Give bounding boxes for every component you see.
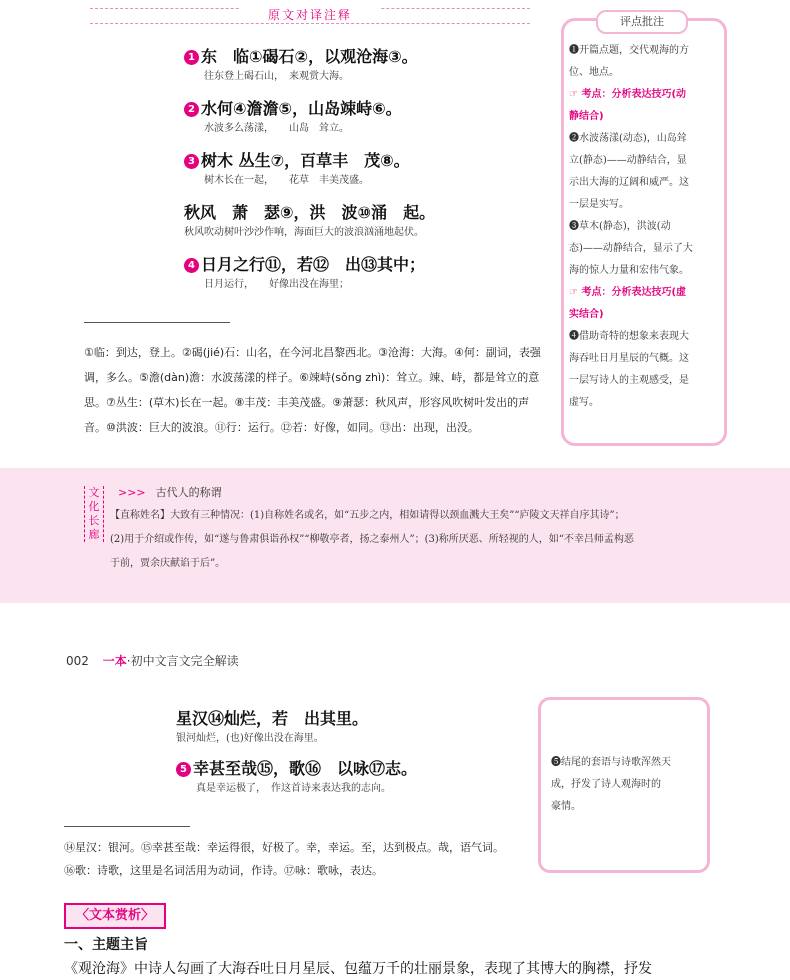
notes-divider-2 bbox=[64, 826, 190, 827]
translation-text: 日月运行， 好像出没在海里； bbox=[204, 279, 349, 290]
translation-text: 真是幸运极了， 作这首诗来表达我的志向。 bbox=[196, 783, 391, 794]
line-number-badge: 2 bbox=[184, 102, 199, 117]
original-text: 日月之行⑪，若⑫ 出⑬其中； bbox=[201, 255, 426, 274]
original-text: 水何④澹澹⑤，山岛竦峙⑥。 bbox=[201, 99, 402, 118]
commentary-line: 位、地点。 bbox=[569, 67, 619, 78]
note-line: ⑭星汉：银河。⑮幸甚至哉：幸运得很，好极了。幸，幸运。至，达到极点。哉，语气词。 bbox=[64, 841, 504, 854]
commentary-line: ❷水波荡漾(动态)，山岛耸 bbox=[569, 133, 687, 144]
commentary-line: 成，抒发了诗人观海时的 bbox=[551, 779, 661, 790]
section-header-title: 原文对译注释 bbox=[240, 6, 380, 23]
culture-heading: 古代人的称谓 bbox=[155, 486, 222, 499]
exam-point-line: ☞ 考点：分析表达技巧(虚 bbox=[569, 287, 687, 298]
commentary-line: 虚写。 bbox=[569, 397, 599, 408]
exam-point-line: ☞ 考点：分析表达技巧(动 bbox=[569, 89, 687, 100]
culture-line: 【直称姓名】大致有三种情况：(1)自称姓名或名，如“五步之内，相如请得以颈血溅大王矣”“庐陵文天祥自序其诗”； bbox=[110, 510, 625, 521]
body-paragraph: 《观沧海》中诗人勾画了大海吞吐日月星辰、包蕴万千的壮丽景象，表现了其博大的胸襟，抒发 bbox=[64, 961, 652, 977]
exam-point-line: 实结合) bbox=[569, 309, 604, 320]
notes-divider bbox=[84, 322, 230, 323]
book-title: ·初中文言文完全解读 bbox=[126, 654, 239, 668]
commentary-line: ❹借助奇特的想象来表现大 bbox=[569, 331, 689, 342]
line-number-badge: 3 bbox=[184, 154, 199, 169]
poem-line bbox=[184, 148, 435, 200]
note-line: ①临：到达，登上。②碣(jié)石：山名，在今河北昌黎西北。③沧海：大海。④何：副词，表强 bbox=[84, 346, 541, 359]
commentary-line: 示出大海的辽阔和威严。这 bbox=[569, 177, 689, 188]
original-text: 星汉⑭灿烂，若 出其里。 bbox=[176, 709, 369, 728]
commentary-line: 豪情。 bbox=[551, 801, 581, 812]
poem-block bbox=[184, 44, 435, 304]
note-line: 思。⑦丛生：(草木)长在一起。⑧丰茂：丰美茂盛。⑨萧瑟：秋风声，形容风吹树叶发出的声 bbox=[84, 396, 530, 409]
commentary-line: ❸草木(静态)，洪波(动 bbox=[569, 221, 671, 232]
original-text: 秋风 萧 瑟⑨，洪 波⑩涌 起。 bbox=[184, 203, 436, 222]
note-line: ⑯歌：诗歌，这里是名词活用为动词，作诗。⑰咏：歌咏，表达。 bbox=[64, 864, 383, 877]
culture-line: 于前，贾余庆献谄于后”。 bbox=[110, 558, 226, 569]
poem-block-2 bbox=[176, 706, 417, 806]
line-number-badge: 1 bbox=[184, 50, 199, 65]
page-footer bbox=[66, 652, 239, 669]
commentary-line: 一层写诗人的主观感受，是 bbox=[569, 375, 689, 386]
exam-point-line: 静结合) bbox=[569, 111, 604, 122]
translation-text: 秋风吹动树叶沙沙作响，海面巨大的波浪汹涌地起伏。 bbox=[184, 227, 424, 238]
section-heading: 一、主题主旨 bbox=[64, 937, 148, 953]
commentary-text bbox=[569, 40, 717, 414]
poem-line bbox=[176, 756, 417, 806]
arrow-icon: >>> bbox=[118, 486, 146, 499]
commentary-line: 一层是实写。 bbox=[569, 199, 629, 210]
poem-line bbox=[184, 252, 435, 304]
commentary-line: ❺结尾的套语与诗歌浑然天 bbox=[551, 757, 671, 768]
poem-line bbox=[184, 96, 435, 148]
translation-text: 树木长在一起， 花草 丰美茂盛。 bbox=[204, 175, 369, 186]
culture-title bbox=[118, 484, 222, 500]
translation-text: 水波多么荡漾， 山岛 耸立。 bbox=[204, 123, 349, 134]
commentary-line: 海吞吐日月星辰的气概。这 bbox=[569, 353, 689, 364]
translation-text: 银河灿烂，(也)好像出没在海里。 bbox=[176, 733, 324, 744]
poem-line bbox=[176, 706, 417, 756]
page-number: 002 bbox=[66, 654, 89, 668]
original-text: 东 临①碣石②，以观沧海③。 bbox=[201, 47, 418, 66]
commentary-text-2 bbox=[551, 752, 697, 818]
note-line: 音。⑩洪波：巨大的波浪。⑪行：运行。⑫若：好像，如同。⑬出：出现，出没。 bbox=[84, 421, 479, 434]
culture-line: (2)用于介绍或作传，如“遂与鲁肃俱诣孙权”“柳敬亭者，扬之泰州人”；(3)称所厌恶、所轻视的人，如“不幸吕师孟构恶 bbox=[110, 534, 634, 545]
commentary-tag: 评点批注 bbox=[596, 10, 688, 34]
annotation-notes-2 bbox=[64, 838, 544, 884]
annotation-notes bbox=[84, 343, 554, 443]
section-tag: 〈文本赏析〉 bbox=[64, 903, 166, 929]
translation-text: 往东登上碣石山， 来观赏大海。 bbox=[204, 71, 349, 82]
commentary-line: 态)——动静结合，显示了大 bbox=[569, 243, 693, 254]
commentary-line: 海的惊人力量和宏伟气象。 bbox=[569, 265, 689, 276]
note-line: 调，多么。⑤澹(dàn)澹：水波荡漾的样子。⑥竦峙(sǒng zhì)：耸立。竦、峙，都是耸立的意 bbox=[84, 371, 540, 384]
poem-line bbox=[184, 44, 435, 96]
line-number-badge: 5 bbox=[176, 762, 191, 777]
original-text: 幸甚至哉⑮，歌⑯ 以咏⑰志。 bbox=[193, 759, 418, 778]
culture-body bbox=[110, 504, 710, 576]
commentary-line: ❶开篇点题，交代观海的方 bbox=[569, 45, 689, 56]
line-number-badge: 4 bbox=[184, 258, 199, 273]
poem-line bbox=[184, 200, 435, 252]
brand-name: 一本 bbox=[102, 654, 127, 668]
culture-label: 文化长廊 bbox=[84, 486, 104, 542]
original-text: 树木 丛生⑦，百草丰 茂⑧。 bbox=[201, 151, 410, 170]
commentary-line: 立(静态)——动静结合，显 bbox=[569, 155, 687, 166]
